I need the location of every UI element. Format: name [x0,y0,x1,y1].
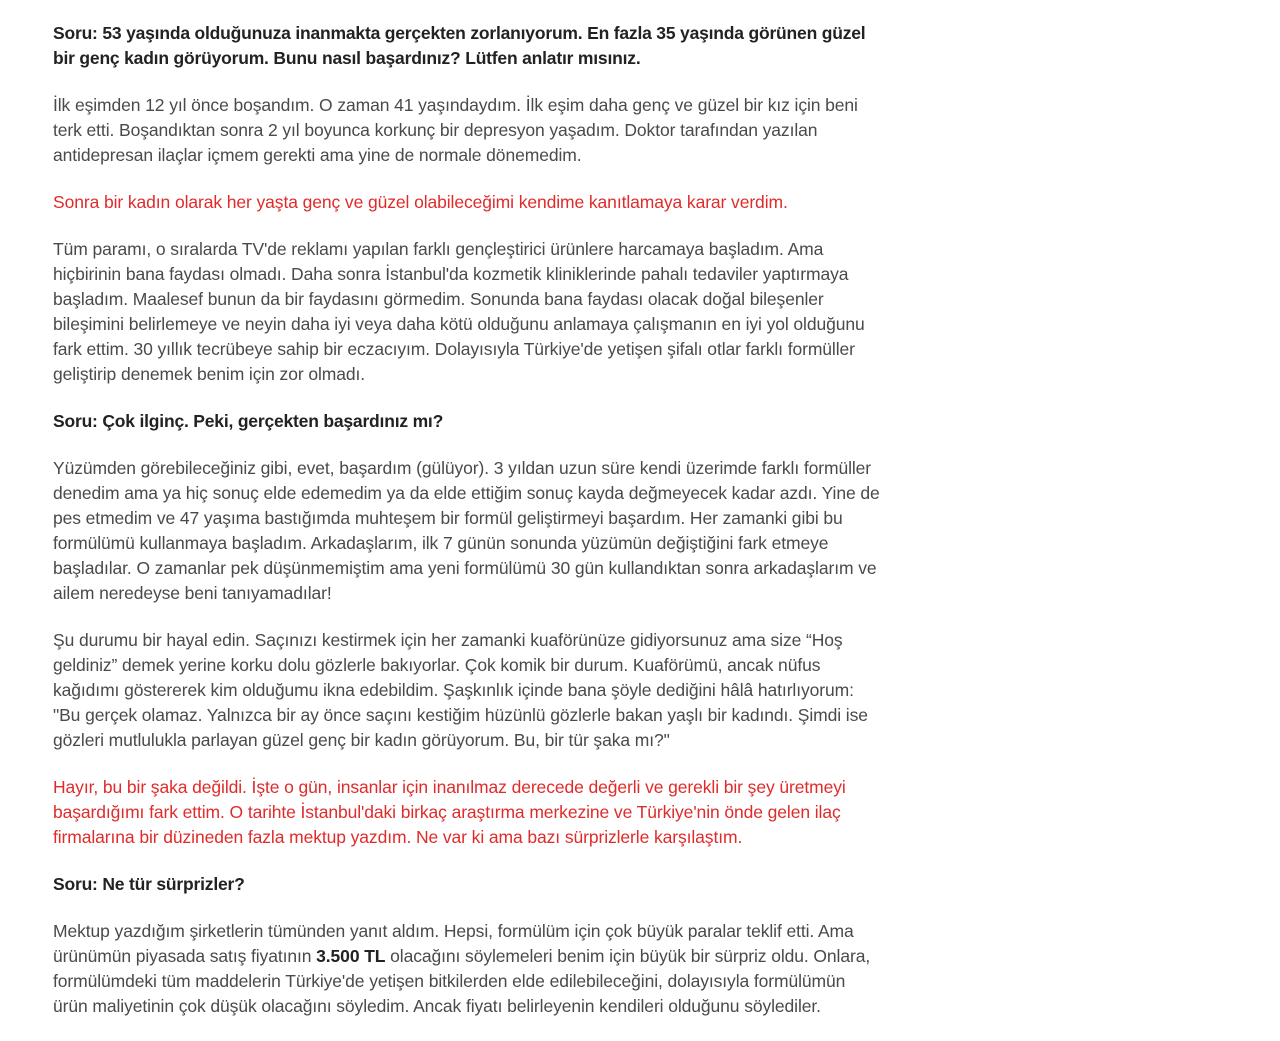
answer-paragraph-4: Şu durumu bir hayal edin. Saçınızı kestirmek için her zamanki kuaförünüze gidiyorsunuz ama size “Hoş geldiniz” demek yerine korku dolu gözlerle bakıyorlar. Çok komik bir durum. Kuaförümü, ancak nüfus kağıdımı göstererek kim olduğumu ikna edebildim. Şaşkınlık içinde bana şöyle dediğini hâlâ hatırlıyorum: "Bu gerçek olamaz. Yalnızca bir ay önce saçını kestiğim hüzünlü gözlerle bakan yaşlı bir kadındı. Şimdi ise gözleri mutlulukla parlayan güzel genç bir kadın görüyorum. Bu, bir tür şaka mı?" [53,630,868,750]
question-2: Soru: Çok ilginç. Peki, gerçekten başardınız mı? [53,411,444,431]
article-body [53,21,883,1041]
answer-paragraph-2: Tüm paramı, o sıralarda TV'de reklamı yapılan farklı gençleştirici ürünlere harcamaya başladım. Ama hiçbirinin bana faydası olmadı. Daha sonra İstanbul'da kozmetik kliniklerinde pahalı tedaviler yaptırmaya başladım. Maalesef bunun da bir faydasını görmedim. Sonunda bana faydası olacak doğal bileşenler bileşimini belirlemeye ve neyin daha iyi veya daha kötü olduğunu anlamaya çalışmanın en iyi yol olduğunu fark ettim. 30 yıllık tecrübeye sahip bir eczacıyım. Dolayısıyla Türkiye'de yetişen şifalı otlar farklı formüller geliştirip denemek benim için zor olmadı. [53,239,865,384]
answer-text-after-price: olacağını söylemeleri benim için büyük bir sürpriz oldu. Onlara, formülümdeki tüm maddelerin Türkiye'de yetişen bitkilerden elde edilebileceğini, dolayısıyla formülümün ürün maliyetinin çok düşük olacağını söyledim. Ancak fiyatı belirleyenin kendileri olduğunu söylediler. [53,946,871,1016]
question-3: Soru: Ne tür sürprizler? [53,874,245,894]
question-1: Soru: 53 yaşında olduğunuza inanmakta gerçekten zorlanıyorum. En fazla 35 yaşında görünen güzel bir genç kadın görüyorum. Bunu nasıl başardınız? Lütfen anlatır mısınız. [53,23,866,68]
highlight-paragraph-1: Sonra bir kadın olarak her yaşta genç ve güzel olabileceğimi kendime kanıtlamaya karar verdim. [53,192,788,212]
answer-paragraph-5 [53,919,883,1019]
answer-text-before-price: Mektup yazdığım şirketlerin tümünden yanıt aldım. Hepsi, formülüm için çok büyük paralar teklif etti. Ama ürünümün piyasada satış fiyatının [53,921,854,966]
answer-paragraph-1: İlk eşimden 12 yıl önce boşandım. O zaman 41 yaşındaydım. İlk eşim daha genç ve güzel bir kız için beni terk etti. Boşandıktan sonra 2 yıl boyunca korkunç bir depresyon yaşadım. Doktor tarafından yazılan antidepresan ilaçlar içmem gerekti ama yine de normale dönemedim. [53,95,858,165]
price-emphasis: 3.500 TL [316,946,386,966]
highlight-paragraph-2: Hayır, bu bir şaka değildi. İşte o gün, insanlar için inanılmaz derecede değerli ve gerekli bir şey üretmeyi başardığımı fark ettim. O tarihte İstanbul'daki birkaç araştırma merkezine ve Türkiye'nin önde gelen ilaç firmalarına bir düzineden fazla mektup yazdım. Ne var ki ama bazı sürprizlerle karşılaştım. [53,777,846,847]
answer-paragraph-3: Yüzümden görebileceğiniz gibi, evet, başardım (gülüyor). 3 yıldan uzun süre kendi üzerimde farklı formüller denedim ama ya hiç sonuç elde edemedim ya da elde ettiğim sonuç kayda değmeyecek kadar azdı. Yine de pes etmedim ve 47 yaşıma bastığımda muhteşem bir formül geliştirmeyi başardım. Her zamanki gibi bu formülümü kullanmaya başladım. Arkadaşlarım, ilk 7 günün sonunda yüzümün değiştiğini fark etmeye başladılar. O zamanlar pek düşünmemiştim ama yeni formülümü 30 gün kullandıktan sonra arkadaşlarım ve ailem neredeyse beni tanıyamadılar! [53,458,880,603]
